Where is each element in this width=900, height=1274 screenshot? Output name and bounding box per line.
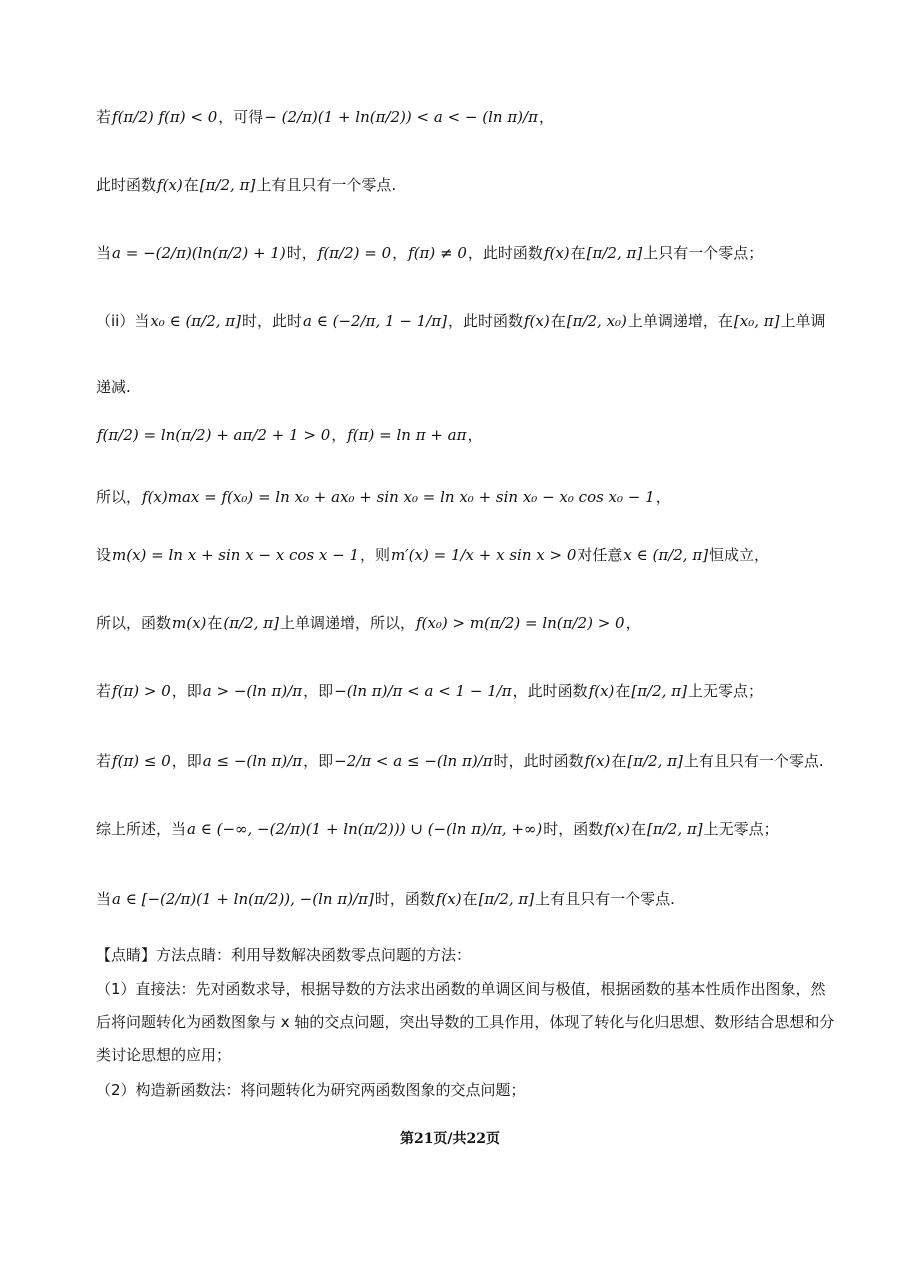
line-text: 上单调 bbox=[780, 312, 826, 330]
solution-line bbox=[96, 818, 840, 839]
math-expression: f(π) > 0 bbox=[112, 681, 171, 700]
math-expression: a > −(ln π)/π bbox=[202, 681, 303, 700]
line-text: 若 bbox=[96, 682, 112, 700]
math-expression: −(ln π)/π < a < 1 − 1/π bbox=[334, 681, 512, 700]
math-expression: f(π/2) f(π) < 0 bbox=[112, 107, 218, 126]
math-expression: − (2/π)(1 + ln(π/2)) < a < − (ln π)/π bbox=[264, 107, 538, 126]
line-text: 上有且只有一个零点. bbox=[535, 890, 675, 908]
line-text: 时， bbox=[286, 244, 317, 262]
solution-line bbox=[96, 486, 840, 507]
solution-line bbox=[96, 174, 840, 195]
line-text: 在 bbox=[615, 682, 631, 700]
math-expression: f(π/2) = 0 bbox=[317, 243, 392, 262]
math-expression: [π/2, x₀) bbox=[566, 311, 627, 330]
line-text: 递减. bbox=[96, 378, 131, 396]
line-text: ， bbox=[392, 244, 408, 262]
line-text: 上单调递增，所以， bbox=[279, 614, 415, 632]
line-text: 当 bbox=[96, 244, 112, 262]
math-expression: f(π) = ln π + aπ bbox=[347, 425, 467, 444]
math-expression: f(x)max = f(x₀) = ln x₀ + ax₀ + sin x₀ = ln x₀ + sin x₀ − x₀ cos x₀ − 1 bbox=[142, 487, 655, 506]
math-expression: m(x) bbox=[172, 613, 207, 632]
line-text: 上只有一个零点； bbox=[643, 244, 764, 262]
math-expression: [x₀, π] bbox=[733, 311, 780, 330]
solution-line bbox=[96, 376, 840, 397]
line-text: ， bbox=[331, 426, 347, 444]
line-text: 上无零点； bbox=[687, 682, 763, 700]
math-expression: x ∈ (π/2, π] bbox=[623, 545, 709, 564]
math-expression: f(x₀) > m(π/2) = ln(π/2) > 0 bbox=[416, 613, 625, 632]
line-text: 此时函数 bbox=[96, 176, 157, 194]
line-text: ， bbox=[467, 426, 483, 444]
line-text: 所以，函数 bbox=[96, 614, 172, 632]
math-expression: f(π) ≠ 0 bbox=[408, 243, 467, 262]
line-text: ，即 bbox=[171, 752, 202, 770]
page-number-footer: 第21页/共22页 bbox=[399, 1131, 501, 1147]
line-text: 若 bbox=[96, 108, 112, 126]
line-text: 上无零点； bbox=[703, 820, 779, 838]
math-expression: a = −(2/π)(ln(π/2) + 1) bbox=[112, 243, 286, 262]
math-expression: a ∈ (−2/π, 1 − 1/π] bbox=[303, 311, 447, 330]
math-expression: x₀ ∈ (π/2, π] bbox=[150, 311, 242, 330]
line-text: ，即 bbox=[303, 752, 334, 770]
line-text: 时，函数 bbox=[543, 820, 604, 838]
math-expression: f(x) bbox=[543, 243, 570, 262]
math-expression: a ∈ (−∞, −(2/π)(1 + ln(π/2))) ∪ (−(ln π)/π, +∞) bbox=[187, 819, 543, 838]
line-text: 上单调递增，在 bbox=[627, 312, 733, 330]
notes-item-2: （2）构造新函数法：将问题转化为研究两函数图象的交点问题； bbox=[96, 1081, 526, 1099]
math-expression: [π/2, π] bbox=[647, 819, 703, 838]
solution-line bbox=[96, 612, 840, 633]
solution-line bbox=[96, 680, 840, 701]
line-text: 若 bbox=[96, 752, 112, 770]
solution-line bbox=[96, 424, 840, 445]
math-expression: −2/π < a ≤ −(ln π)/π bbox=[334, 751, 493, 770]
line-text: 时，函数 bbox=[374, 890, 435, 908]
math-expression: m(x) = ln x + sin x − x cos x − 1 bbox=[112, 545, 360, 564]
math-expression: f(π) ≤ 0 bbox=[112, 751, 171, 770]
solution-line bbox=[96, 750, 840, 771]
line-text: ，此时函数 bbox=[447, 312, 523, 330]
line-text: 在 bbox=[570, 244, 586, 262]
line-text: 时，此时函数 bbox=[493, 752, 584, 770]
math-expression: f(x) bbox=[588, 681, 615, 700]
line-text: （ii）当 bbox=[96, 312, 150, 330]
line-text: 在 bbox=[550, 312, 566, 330]
line-text: 设 bbox=[96, 546, 112, 564]
solution-line bbox=[96, 888, 840, 909]
line-text: ，则 bbox=[360, 546, 391, 564]
math-expression: f(π/2) = ln(π/2) + aπ/2 + 1 > 0 bbox=[97, 425, 331, 444]
line-text: ，此时函数 bbox=[467, 244, 543, 262]
math-expression: f(x) bbox=[604, 819, 631, 838]
math-expression: [π/2, π] bbox=[199, 175, 256, 194]
line-text: ， bbox=[538, 108, 554, 126]
math-expression: [π/2, π] bbox=[586, 243, 643, 262]
math-expression: [π/2, π] bbox=[631, 681, 687, 700]
math-expression: a ≤ −(ln π)/π bbox=[202, 751, 303, 770]
math-expression: [π/2, π] bbox=[627, 751, 683, 770]
line-text: 时，此时 bbox=[242, 312, 303, 330]
line-text: ， bbox=[625, 614, 641, 632]
line-text: 当 bbox=[96, 890, 112, 908]
line-text: 恒成立， bbox=[709, 546, 770, 564]
math-expression: a ∈ [−(2/π)(1 + ln(π/2)), −(ln π)/π] bbox=[112, 889, 374, 908]
line-text: ，即 bbox=[303, 682, 334, 700]
math-expression: m′(x) = 1/x + x sin x > 0 bbox=[391, 545, 577, 564]
line-text: 上有且只有一个零点. bbox=[683, 752, 824, 770]
math-expression: f(x) bbox=[584, 751, 611, 770]
notes-item-1: （1）直接法：先对函数求导，根据导数的方法求出函数的单调区间与极值，根据函数的基本性质作出图象，然后将问题转化为函数图象与 x 轴的交点问题，突出导数的工具作用，体现了转化与化归思想、数形结合思想和分类讨论思想的应用； bbox=[96, 980, 835, 1064]
line-text: 所以， bbox=[96, 488, 142, 506]
math-expression: f(x) bbox=[435, 889, 462, 908]
line-text: 在 bbox=[183, 176, 199, 194]
math-expression: f(x) bbox=[157, 175, 183, 194]
line-text: 综上所述，当 bbox=[96, 820, 187, 838]
line-text: ，此时函数 bbox=[512, 682, 588, 700]
solution-line bbox=[96, 242, 840, 263]
line-text: 上有且只有一个零点. bbox=[256, 176, 397, 194]
math-expression: f(x) bbox=[524, 311, 550, 330]
line-text: 在 bbox=[207, 614, 223, 632]
notes-heading: 【点睛】方法点睛：利用导数解决函数零点问题的方法： bbox=[96, 946, 472, 964]
line-text: 在 bbox=[462, 890, 478, 908]
solution-line bbox=[96, 106, 840, 127]
math-expression: (π/2, π] bbox=[223, 613, 279, 632]
line-text: 在 bbox=[611, 752, 627, 770]
line-text: 在 bbox=[631, 820, 647, 838]
line-text: 对任意 bbox=[577, 546, 623, 564]
math-expression: [π/2, π] bbox=[478, 889, 535, 908]
line-text: ，即 bbox=[171, 682, 202, 700]
line-text: ，可得 bbox=[218, 108, 264, 126]
solution-line bbox=[96, 544, 840, 565]
solution-line bbox=[96, 310, 840, 331]
line-text: ， bbox=[655, 488, 671, 506]
